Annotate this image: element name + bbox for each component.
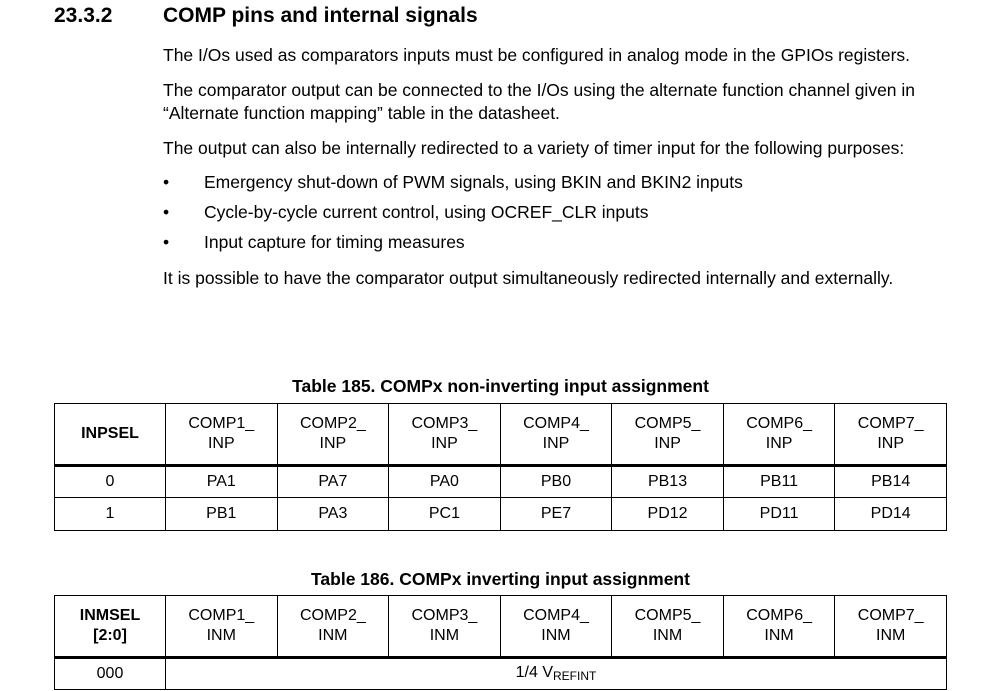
column-header: COMP3_ INM: [389, 596, 501, 658]
column-header: COMP7_ INP: [835, 404, 947, 466]
table-cell: PA3: [277, 498, 389, 531]
table-cell-merged: 1/4 $V_{REFINT}$: [166, 658, 947, 690]
column-header: COMP4_ INP: [500, 404, 612, 466]
column-header: COMP4_ INM: [500, 596, 612, 658]
closing-paragraph: It is possible to have the comparator output simultaneously redirected internally and externally.: [163, 268, 894, 288]
table-cell: PB1: [166, 498, 278, 531]
bullet-icon: •: [163, 172, 170, 192]
list-item: [163, 167, 953, 197]
purpose-list: [163, 167, 953, 257]
section-heading: [54, 4, 478, 28]
column-header: COMP2_ INM: [277, 596, 389, 658]
table-cell: PA7: [277, 466, 389, 498]
table-cell: PB13: [612, 466, 724, 498]
table-cell: PB14: [835, 466, 947, 498]
column-header: COMP1_ INM: [166, 596, 278, 658]
paragraph-3: The output can also be internally redirected to a variety of timer input for the following purposes:: [163, 137, 905, 158]
inpsel-header: INPSEL: [55, 404, 166, 466]
column-header: COMP5_ INM: [612, 596, 724, 658]
table-cell: PC1: [389, 498, 501, 531]
table-row: [55, 466, 947, 498]
table-row: [55, 498, 947, 531]
section-title: COMP pins and internal signals: [163, 4, 478, 27]
list-item-text: Emergency shut-down of PWM signals, using BKIN and BKIN2 inputs: [204, 172, 743, 192]
table-cell: 1: [55, 498, 166, 531]
table-cell: PD12: [612, 498, 724, 531]
table-cell: PA0: [389, 466, 501, 498]
column-header: COMP5_ INP: [612, 404, 724, 466]
table-cell: 0: [55, 466, 166, 498]
column-header: COMP1_ INP: [166, 404, 278, 466]
table-cell: PD11: [723, 498, 835, 531]
table-header-row: [55, 404, 947, 466]
section-number: 23.3.2: [54, 4, 113, 27]
table-cell: PA1: [166, 466, 278, 498]
bullet-icon: •: [163, 202, 170, 222]
table-cell: PB11: [723, 466, 835, 498]
column-header: COMP2_ INP: [277, 404, 389, 466]
table-185: [54, 403, 947, 531]
table-cell: PB0: [500, 466, 612, 498]
list-item: [163, 227, 953, 257]
table-cell: PE7: [500, 498, 612, 531]
inmsel-header: INMSEL [2:0]: [55, 596, 166, 658]
table-186: [54, 595, 947, 690]
table-186-caption: Table 186. COMPx inverting input assignment: [311, 569, 690, 589]
paragraph-2: The comparator output can be connected to the I/Os using the alternate function channel given in “Alternate function mapping” table in the datasheet.: [163, 79, 916, 123]
list-item-text: Input capture for timing measures: [204, 232, 465, 252]
column-header: COMP7_ INM: [835, 596, 947, 658]
table-cell: 000: [55, 658, 166, 690]
column-header: COMP6_ INP: [723, 404, 835, 466]
section-body: [163, 44, 953, 302]
paragraph-1: The I/Os used as comparators inputs must be configured in analog mode in the GPIOs registers.: [163, 45, 911, 65]
table-header-row: [55, 596, 947, 658]
table-185-caption: Table 185. COMPx non-inverting input assignment: [292, 376, 709, 396]
list-item-text: Cycle-by-cycle current control, using OCREF_CLR inputs: [204, 202, 649, 222]
bullet-icon: •: [163, 232, 170, 252]
table-row: [55, 658, 947, 690]
column-header: COMP6_ INM: [723, 596, 835, 658]
column-header: COMP3_ INP: [389, 404, 501, 466]
table-cell: PD14: [835, 498, 947, 531]
list-item: [163, 197, 953, 227]
